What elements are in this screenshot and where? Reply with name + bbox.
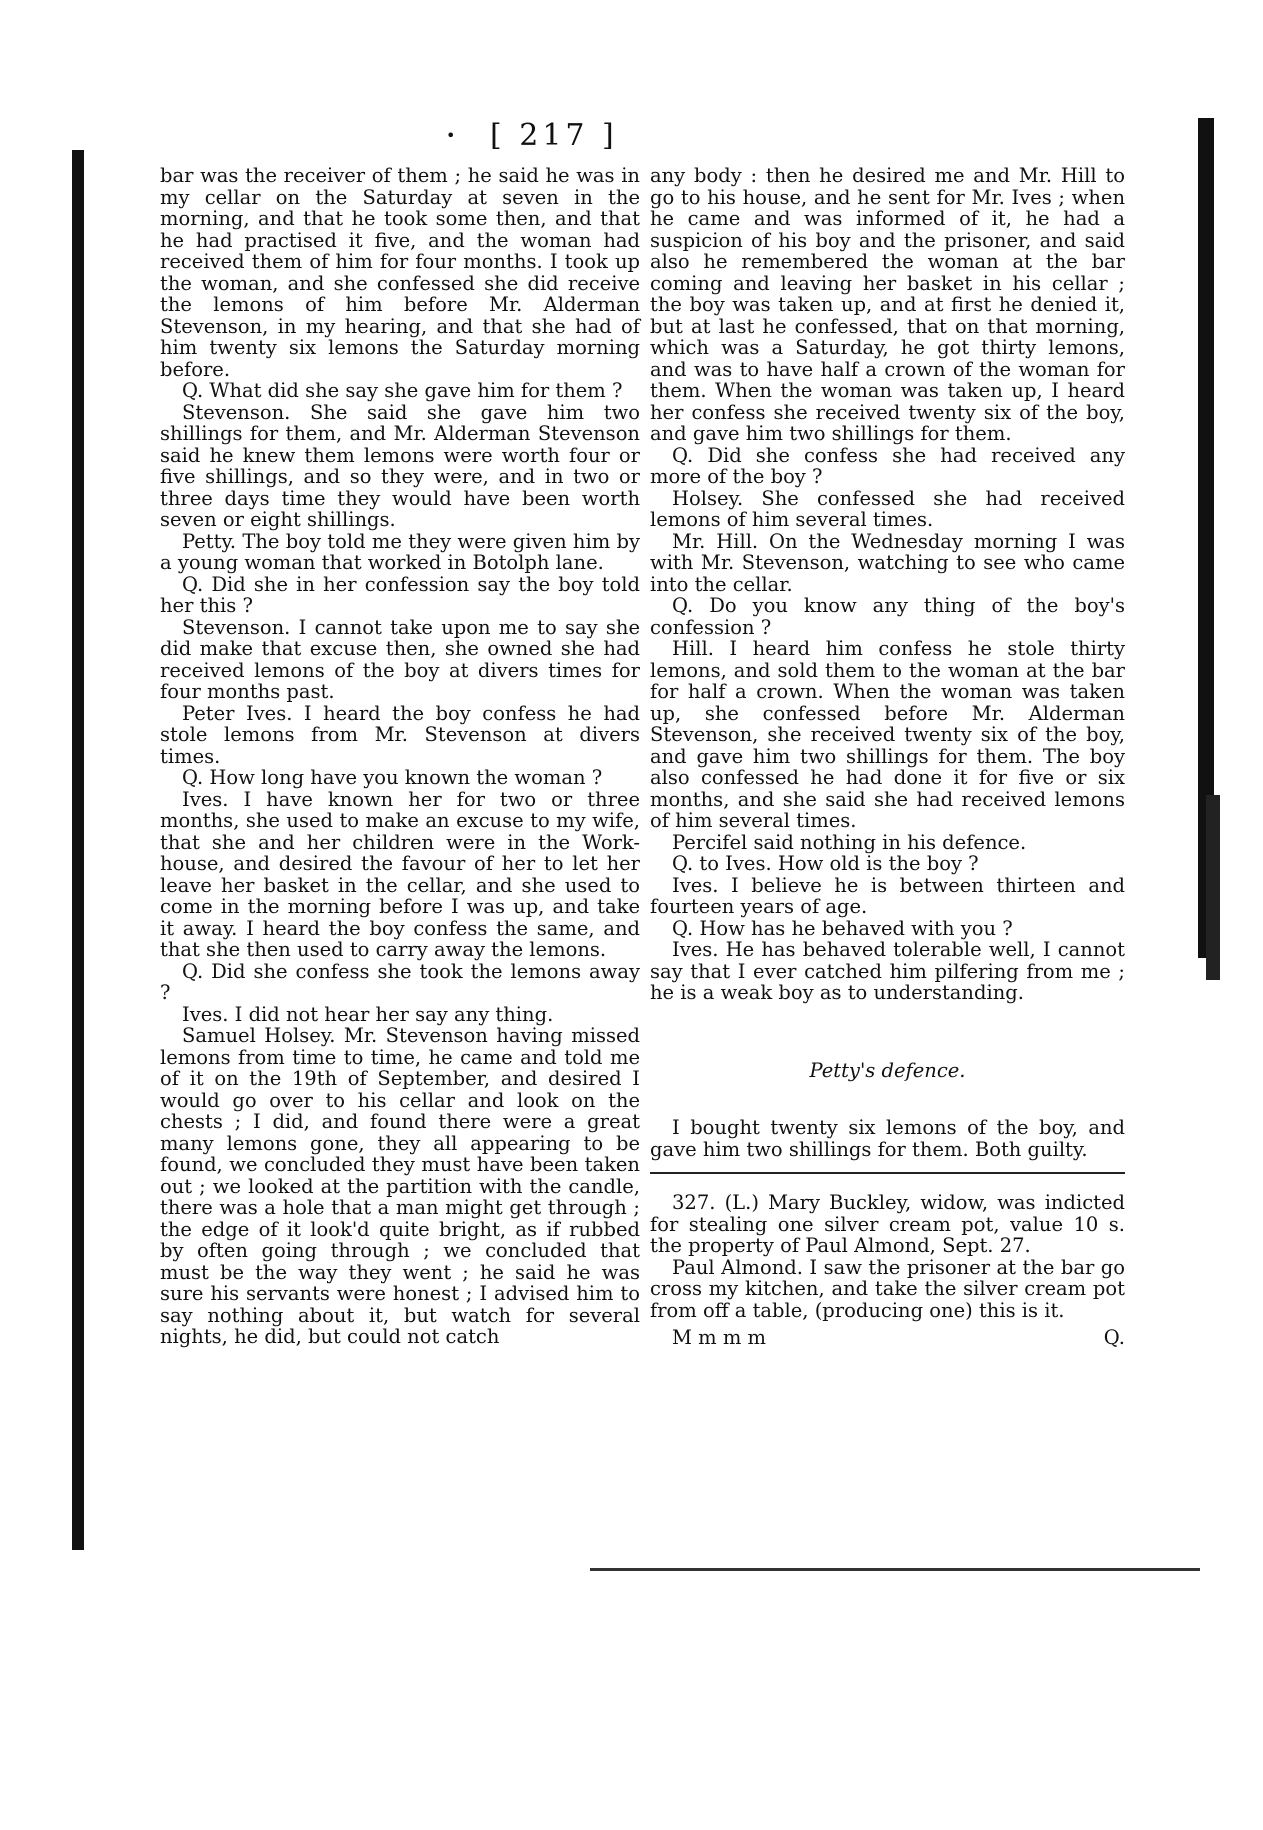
paragraph: Hill. I heard him confess he stole thirty lemons, and sold them to the woman at the bar for half a crown. When the woman was taken up, she confessed before Mr. Alderman Stevenson, she received twenty six of the boy, and gave him two shillings for them. The boy also confessed he had done it for five or six months, and she said she had received lemons of him several times. [650, 637, 1125, 832]
header-dot: • [446, 126, 460, 145]
paragraph: Ives. I believe he is between thirteen and fourteen years of age. [650, 873, 1125, 918]
paragraph: Paul Almond. I saw the prisoner at the bar go cross my kitchen, and take the silver cream pot from off a table, (producing one) this is it. [650, 1255, 1125, 1322]
paragraph: Stevenson. I cannot take upon me to say she did make that excuse then, she owned she had received lemons of the boy at divers times for four months past. [160, 615, 640, 703]
spacer [650, 1081, 1125, 1117]
bottom-rule [590, 1568, 1200, 1571]
page-header [446, 118, 618, 153]
page-number: [ 217 ] [490, 118, 618, 153]
paragraph: Q. How long have you known the woman ? [182, 766, 603, 789]
catchword: Q. [1103, 1326, 1125, 1349]
spacer [650, 1004, 1125, 1060]
defence-paragraph: I bought twenty six lemons of the boy, and gave him two shillings for them. Both guilty. [650, 1116, 1125, 1161]
paragraph: Holsey. She confessed she had received lemons of him several times. [650, 486, 1125, 531]
right-margin-mark [1206, 795, 1220, 980]
paragraph: Petty. The boy told me they were given him by a young woman that worked in Botolph lane. [160, 529, 640, 574]
page-footer [650, 1327, 1125, 1349]
left-margin-bar [72, 150, 84, 1550]
section-heading: Petty's defence. [809, 1058, 966, 1082]
left-column [160, 165, 640, 1348]
paragraph: Percifel said nothing in his defence. [672, 830, 1027, 854]
paragraph: Q. Did she confess she had received any more of the boy ? [650, 443, 1125, 488]
paragraph: Stevenson. She said she gave him two shillings for them, and Mr. Alderman Stevenson said he knew them lemons were worth four or five shillings, and so they were, and in two or three days time they would have been worth seven or eight shillings. [160, 400, 640, 531]
paragraph: Q. to Ives. How old is the boy ? [672, 852, 979, 875]
signature-mark: M m m m [672, 1326, 767, 1349]
paragraph: Mr. Hill. On the Wednesday morning I was with Mr. Stevenson, watching to see who came into the cellar. [650, 529, 1125, 596]
paragraph: Peter Ives. I heard the boy confess he had stole lemons from Mr. Stevenson at divers times. [160, 701, 640, 768]
paragraph: Q. Did she in her confession say the boy told her this ? [160, 572, 640, 617]
paragraph: any body : then he desired me and Mr. Hill to go to his house, and he sent for Mr. Ives ; when he came and was informed of it, he had a suspicion of his boy and the prisoner, and said also he remembered the woman at the bar coming and leaving her basket in his cellar ; the boy was taken up, and at first he denied it, but at last he confessed, that on that morning, which was a Saturday, he got thirty lemons, and was to have half a crown of the woman for them. When the woman was taken up, I heard her confess she received twenty six of the boy, and gave him two shillings for them. [650, 164, 1125, 445]
paragraph: Q. Do you know any thing of the boy's confession ? [650, 594, 1125, 639]
paragraph: Ives. He has behaved tolerable well, I cannot say that I ever catched him pilfering from me ; he is a weak boy as to understanding. [650, 938, 1125, 1004]
paragraph: Q. How has he behaved with you ? [672, 916, 1013, 940]
right-column [650, 165, 1125, 1349]
paragraph: bar was the receiver of them ; he said he was in my cellar on the Saturday at seven in the morning, and that he took some then, and that he had practised it five, and the woman had received them of him for four months. I took up the woman, and she confessed she did receive the lemons of him before Mr. Alderman Stevenson, in my hearing, and that she had of him twenty six lemons the Saturday morning before. [160, 164, 640, 381]
case-divider [650, 1172, 1125, 1192]
paragraph: Ives. I have known her for two or three months, she used to make an excuse to my wife, that she and her children were in the Work-house, and desired the favour of her to let her leave her basket in the cellar, and she used to come in the morning before I was up, and take it away. I heard the boy confess the same, and that she then used to carry away the lemons. [160, 787, 640, 961]
paragraph: Q. What did she say she gave him for them ? [182, 379, 623, 402]
paragraph: Ives. I did not hear her say any thing. [182, 1002, 554, 1026]
case-paragraph: 327. (L.) Mary Buckley, widow, was indicted for stealing one silver cream pot, value 10 s. the property of Paul Almond, Sept. 27. [650, 1191, 1125, 1257]
paragraph: Samuel Holsey. Mr. Stevenson having missed lemons from time to time, he came and told me of it on the 19th of September, and desired I would go over to his cellar and look on the chests ; I did, and found there were a great many lemons gone, they all appearing to be found, we concluded they must have been taken out ; we looked at the partition with the candle, there was a hole that a man might get through ; the edge of it look'd quite bright, as if rubbed by often going through ; we concluded that must be the way they went ; he said he was sure his servants were honest ; I advised him to say nothing about it, but watch for several nights, he did, but could not catch [160, 1024, 640, 1348]
paragraph: Q. Did she confess she took the lemons away ? [160, 959, 640, 1004]
